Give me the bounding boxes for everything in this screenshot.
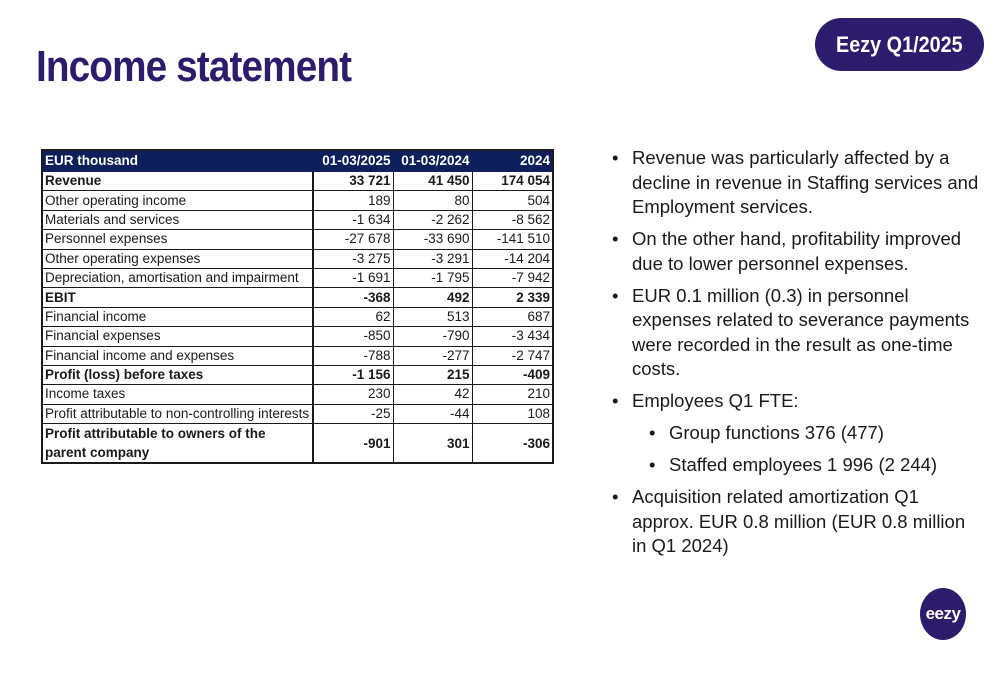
row-value: 62 <box>313 307 393 326</box>
table-row <box>42 268 553 287</box>
row-value: -368 <box>313 288 393 307</box>
bullet-item <box>610 146 980 220</box>
bullet-item <box>610 485 980 559</box>
table-row <box>42 404 553 423</box>
table-row <box>42 249 553 268</box>
bullet-dot: • <box>612 486 619 507</box>
row-value: -788 <box>313 346 393 365</box>
bullet-item <box>610 284 980 382</box>
bullet-text: On the other hand, profitability improved due to lower personnel expenses. <box>632 228 962 274</box>
page-title: Income statement <box>36 42 352 91</box>
commentary-bullets <box>610 146 980 566</box>
bullet-dot: • <box>649 422 656 443</box>
row-value: -2 747 <box>472 346 553 365</box>
column-header: 01-03/2024 <box>393 150 472 172</box>
row-value: 513 <box>393 307 472 326</box>
row-label: Income taxes <box>42 385 313 404</box>
row-value: -141 510 <box>472 230 553 249</box>
row-value: -409 <box>472 365 553 384</box>
row-value: -3 275 <box>313 249 393 268</box>
column-header: EUR thousand <box>42 150 313 172</box>
row-value: -2 262 <box>393 210 472 229</box>
table-header-row <box>42 150 553 172</box>
row-value: -850 <box>313 327 393 346</box>
eezy-logo <box>920 588 966 640</box>
bullet-item <box>610 421 980 446</box>
period-badge <box>815 18 984 71</box>
row-label: Financial income and expenses <box>42 346 313 365</box>
table-row <box>42 288 553 307</box>
bullet-item <box>610 227 980 276</box>
row-value: 687 <box>472 307 553 326</box>
row-label: Other operating income <box>42 191 313 210</box>
bullet-dot: • <box>649 454 656 475</box>
bullet-item <box>610 389 980 414</box>
row-value: -1 634 <box>313 210 393 229</box>
table-row <box>42 191 553 210</box>
row-value: -14 204 <box>472 249 553 268</box>
row-value: 80 <box>393 191 472 210</box>
logo-text: eezy <box>925 604 961 623</box>
column-header: 2024 <box>472 150 553 172</box>
row-value: 215 <box>393 365 472 384</box>
table-row <box>42 365 553 384</box>
table-row <box>42 307 553 326</box>
row-value: 41 450 <box>393 172 472 191</box>
row-label: EBIT <box>42 288 313 307</box>
row-value: -790 <box>393 327 472 346</box>
row-label: Revenue <box>42 172 313 191</box>
table-row <box>42 230 553 249</box>
row-value: -901 <box>313 424 393 464</box>
row-label: Financial expenses <box>42 327 313 346</box>
row-value: 2 339 <box>472 288 553 307</box>
row-value: -3 291 <box>393 249 472 268</box>
bullet-text: EUR 0.1 million (0.3) in personnel expenses related to severance payments were recorded in the result as one-time costs. <box>632 284 970 379</box>
row-value: -1 691 <box>313 268 393 287</box>
bullet-dot: • <box>612 228 619 249</box>
row-value: 230 <box>313 385 393 404</box>
bullet-text: Revenue was particularly affected by a decline in revenue in Staffing services and Employment services. <box>632 147 979 217</box>
row-label: Personnel expenses <box>42 230 313 249</box>
row-value: 210 <box>472 385 553 404</box>
row-value: 108 <box>472 404 553 423</box>
bullet-text: Employees Q1 FTE: <box>632 390 799 411</box>
row-value: -3 434 <box>472 327 553 346</box>
row-value: 174 054 <box>472 172 553 191</box>
row-label: Depreciation, amortisation and impairment <box>42 268 313 287</box>
row-value: -27 678 <box>313 230 393 249</box>
table-row <box>42 210 553 229</box>
bullet-dot: • <box>612 390 619 411</box>
bullet-dot: • <box>612 284 619 306</box>
row-value: 504 <box>472 191 553 210</box>
row-value: -33 690 <box>393 230 472 249</box>
table-row <box>42 327 553 346</box>
row-label: Other operating expenses <box>42 249 313 268</box>
row-label: Profit (loss) before taxes <box>42 365 313 384</box>
row-value: -25 <box>313 404 393 423</box>
row-value: -277 <box>393 346 472 365</box>
table-row <box>42 346 553 365</box>
row-value: 492 <box>393 288 472 307</box>
row-value: 33 721 <box>313 172 393 191</box>
column-header: 01-03/2025 <box>313 150 393 172</box>
bullet-text: Staffed employees 1 996 (2 244) <box>669 454 938 475</box>
table-row <box>42 424 553 464</box>
bullet-dot: • <box>612 147 619 168</box>
row-value: -8 562 <box>472 210 553 229</box>
period-badge-label: Eezy Q1/2025 <box>836 31 963 57</box>
row-label: Profit attributable to non-controlling interests <box>42 404 313 423</box>
table-row <box>42 385 553 404</box>
row-value: -1 795 <box>393 268 472 287</box>
row-value: -306 <box>472 424 553 464</box>
row-label: Materials and services <box>42 210 313 229</box>
row-label: Financial income <box>42 307 313 326</box>
row-value: -1 156 <box>313 365 393 384</box>
table-row <box>42 172 553 191</box>
row-value: -7 942 <box>472 268 553 287</box>
row-label: Profit attributable to owners of the parent company <box>42 424 313 464</box>
bullet-text: Group functions 376 (477) <box>669 422 884 443</box>
income-statement-table <box>41 149 554 464</box>
row-value: 42 <box>393 385 472 404</box>
row-value: 189 <box>313 191 393 210</box>
row-value: 301 <box>393 424 472 464</box>
row-value: -44 <box>393 404 472 423</box>
bullet-text: Acquisition related amortization Q1 approx. EUR 0.8 million (EUR 0.8 million in Q1 2024) <box>632 486 966 556</box>
bullet-item <box>610 453 980 478</box>
